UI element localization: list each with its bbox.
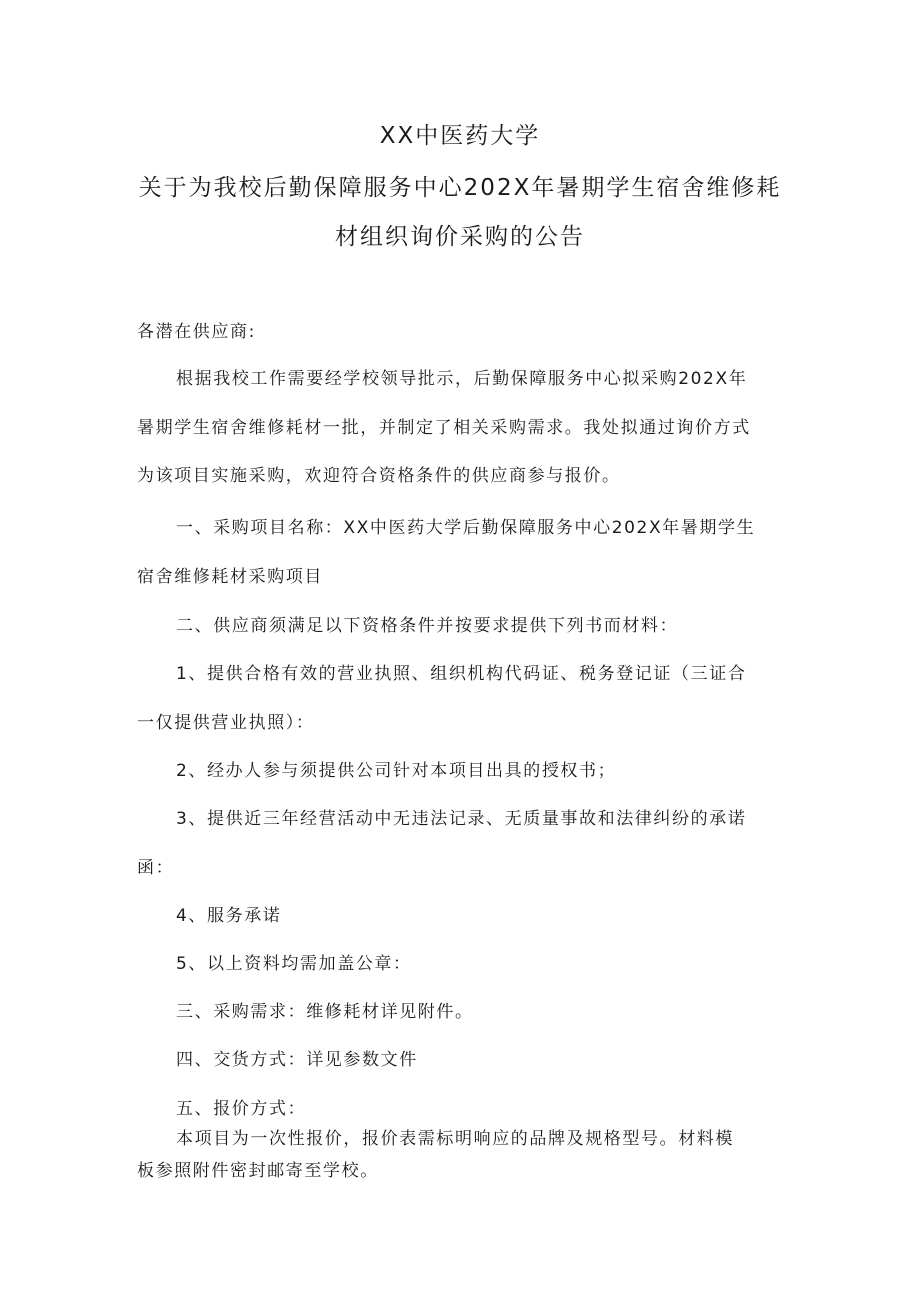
requirement-3-line-2: 函： bbox=[137, 858, 175, 878]
salutation: 各潜在供应商: bbox=[137, 322, 256, 342]
requirement-1-line-1: 1、提供合格有效的营业执照、组织机构代码证、税务登记证（三证合 bbox=[176, 664, 747, 684]
section-4: 四、交货方式：详见参数文件 bbox=[176, 1050, 418, 1070]
section-1-line-2: 宿舍维修耗材采购项目 bbox=[137, 567, 323, 587]
requirement-3-line-1: 3、提供近三年经营活动中无违法记录、无质量事故和法律纠纷的承诺 bbox=[176, 809, 747, 829]
section-2-heading: 二、供应商须满足以下资格条件并按要求提供下列书而材料： bbox=[176, 616, 679, 636]
intro-line-3: 为该项目实施采购，欢迎符合资格条件的供应商参与报价。 bbox=[137, 466, 621, 486]
requirement-5: 5、以上资料均需加盖公章： bbox=[176, 954, 412, 974]
title-line-3: 材组织询价采购的公告 bbox=[335, 224, 585, 250]
intro-line-1: 根据我校工作需要经学校领导批示，后勤保障服务中心拟采购202X年 bbox=[176, 369, 748, 389]
section-1-line-1: 一、采购项目名称：XX中医药大学后勤保障服务中心202X年暑期学生 bbox=[176, 518, 756, 538]
section-5-body-line-1: 本项目为一次性报价，报价表需标明响应的品牌及规格型号。材料模 bbox=[176, 1129, 734, 1149]
section-5-body-line-2: 板参照附件密封邮寄至学校。 bbox=[137, 1161, 379, 1181]
requirement-2: 2、经办人参与须提供公司针对本项目出具的授权书； bbox=[176, 761, 617, 781]
section-3: 三、采购需求：维修耗材详见附件。 bbox=[176, 1002, 474, 1022]
title-institution: XX中医药大学 bbox=[379, 123, 541, 149]
title-line-2: 关于为我校后勤保障服务中心202X年暑期学生宿舍维修耗 bbox=[138, 175, 782, 201]
section-5-heading: 五、报价方式： bbox=[176, 1099, 307, 1119]
intro-line-2: 暑期学生宿舍维修耗材一批，并制定了相关采购需求。我处拟通过询价方式 bbox=[137, 418, 751, 438]
requirement-4: 4、服务承诺 bbox=[176, 906, 282, 926]
requirement-1-line-2: 一仅提供营业执照）： bbox=[137, 713, 315, 733]
